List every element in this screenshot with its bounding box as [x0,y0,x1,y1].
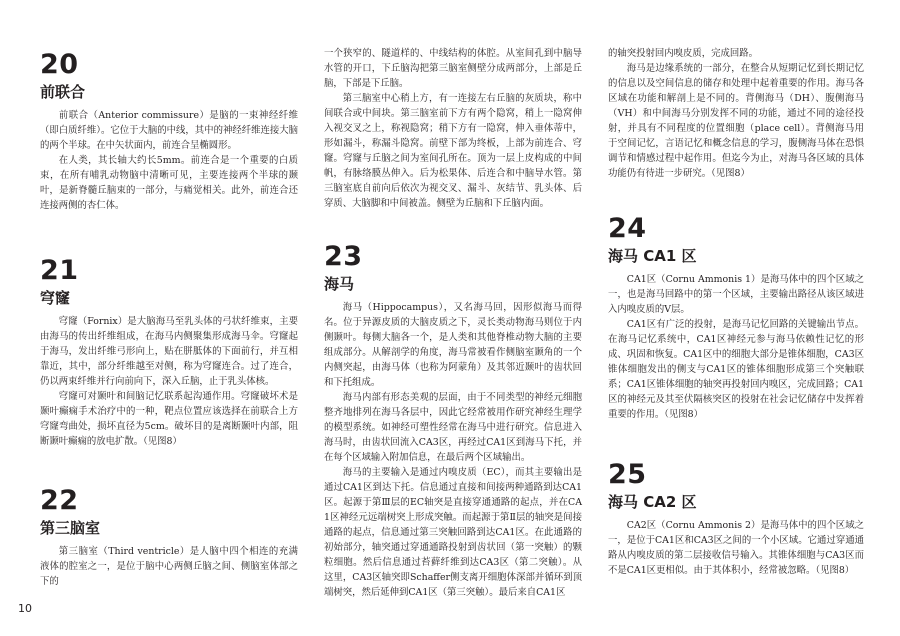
section-25 [608,460,864,578]
paragraph: CA1区有广泛的投射，是海马记忆回路的关键输出节点。在海马记忆系统中，CA1区神经元参与海马依赖性记忆的形成、巩固和恢复。CA1区中的细胞大部分是锥体细胞，CA3区锥体细胞发出的侧支与CA1区的锥体细胞形成第三个突触联系；CA1区锥体细胞的轴突再投射回内嗅区，完成回路；CA1区的神经元及其至伏隔核突区的投射在社会记忆储存中发挥着重要的作用。（见图8） [608,319,864,420]
paragraph: 前联合（Anterior commissure）是脑的一束神经纤维（即白质纤维）。它位于大脑的中线，其中的神经纤维连接大脑的两个半球。在中矢状面内，前连合呈椭圆形。 [40,110,298,151]
paragraph: 第三脑室中心稍上方，有一连接左右丘脑的灰质块，称中间联合或中间块。第三脑室前下方有两个隐窝，稍上一隐窝伸入视交叉之上，称视隐窝；稍下方有一隐窝，伸入垂体蒂中，形如漏斗，称漏斗隐窝。前壁下部为终板，上部为前连合、穹窿。穹窿与丘脑之间为室间孔所在。顶为一层上皮构成的中间帆，有脉络膜丛伸入。后为松果体、后连合和中脑导水管。第三脑室底自前向后依次为视交叉、漏斗、灰结节、乳头体、后穿质、大脑脚和中间被盖。侧壁为丘脑和下丘脑内面。 [324,93,582,209]
section-title: 海马 CA1 区 [608,247,697,265]
section-number: 20 [40,49,79,80]
section-title: 第三脑室 [40,519,101,537]
section-number: 21 [40,255,79,286]
paragraph: 的轴突投射回内嗅皮质，完成回路。 [608,48,759,59]
paragraph: 穹窿（Fornix）是大脑海马至乳头体的弓状纤维束，主要由海马的传出纤维组成，在海马内侧聚集形成海马伞。穹窿起于海马，发出纤维弓形向上，贴在胼胝体的下面前行，并互相靠近，其中，部分纤维越至对侧，称为穹窿连合。过了连合，仍以两束纤维并行向前向下，深入丘脑，止于乳头体核。 [40,316,298,387]
section-number: 23 [324,241,363,272]
paragraph: CA2区（Cornu Ammonis 2）是海马体中的四个区域之一，是位于CA1区和CA3区之间的一个小区域。它通过穿通通路从内嗅皮质的第二层接收信号输入。其锥体细胞与CA3区而不是CA1区更相似。由于其体积小，经常被忽略。（见图8） [608,520,864,576]
section-title: 穹窿 [40,289,71,307]
section-22 [40,486,298,589]
section-title: 前联合 [40,83,86,101]
paragraph: 海马是边缘系统的一部分，在整合从短期记忆到长期记忆的信息以及空间信息的储存和处理中起着重要的作用。海马各区域在功能和解剖上是不同的。背侧海马（DH）、腹侧海马（VH）和中间海马分别发挥不同的功能，通过不同的途径投射，并具有不同程度的位置细胞（place cell）。背侧海马用于空间记忆，言语记忆和概念信息的学习，腹侧海马体在恐惧调节和情感过程中起作用。但迄今为止，对海马各区域的具体功能仍有待进一步研究。（见图8） [608,63,864,179]
paragraph: 海马（Hippocampus），又名海马回，因形似海马而得名。位于异源皮质的大脑皮质之下，灵长类动物海马则位于内侧颞叶。每侧大脑各一个，是人类和其他脊椎动物大脑的主要组成部分。从解剖学的角度，海马常被看作侧脑室颞角的一个内侧突起，由海马体（也称为阿蒙角）及其邻近颞叶的齿状回和下托组成。 [324,302,582,388]
section-number: 25 [608,459,647,490]
paragraph: 穹窿可对颞叶和间脑记忆联系起沟通作用。穹窿破坏术是颞叶癫痫手术治疗中的一种，靶点位置应该选择在前联合上方穹窿弯曲处，损坏直径为5cm。破坏目的是离断颞叶内部，阻断颞叶癫痫的放电扩散。（见图8） [40,391,298,447]
section-title: 海马 CA2 区 [608,493,697,511]
section-23 [324,242,582,600]
section-21 [40,256,298,449]
section-24 [608,214,864,422]
section-number: 24 [608,213,647,244]
section-number: 22 [40,485,79,516]
paragraph: 海马内部有形态美观的层面，由于不同类型的神经元细胞整齐地排列在海马各层中，因此它经常被用作研究神经生理学的模型系统。如神经可塑性经常在海马中进行研究。信息进入海马时，由齿状回流入CA3区，再经过CA1区到海马下托，并在每个区域输入附加信息，在最后两个区域输出。 [324,392,582,463]
section-22-continued [324,46,582,211]
section-title: 海马 [324,275,355,293]
paragraph: CA1区（Cornu Ammonis 1）是海马体中的四个区域之一，也是海马回路中的第一个区域，主要输出路径从该区域进入内嗅皮质的V层。 [608,274,864,315]
paragraph: 在人类，其长轴大约长5mm。前连合是一个重要的白质束，在所有哺乳动物脑中清晰可见，主要连接两个半球的颞叶，是新脊髓丘脑束的一部分，与痛觉相关。此外，前连合还连接两侧的杏仁体。 [40,155,298,211]
section-23-continued [608,46,864,181]
page-number: 10 [18,602,32,615]
section-20 [40,50,298,213]
paragraph: 海马的主要输入是通过内嗅皮质（EC），而其主要输出是通过CA1区到达下托。信息通过直接和间接两种通路到达CA1区。起源于第Ⅲ层的EC轴突是直接穿通通路的起点，并在CA1区神经元远端树突上形成突触。而起源于第Ⅱ层的轴突是间接通路的起点，信息通过第三突触回路到达CA1区。在此通路的初始部分，轴突通过穿通通路投射到齿状回（第一突触）的颗粒细胞。然后信息通过苔藓纤维到达CA3区（第二突触）。从这里，CA3区轴突即Schaffer侧支离开细胞体深部并循环到顶端树突，然后延伸到CA1区（第三突触）。最后来自CA1区 [324,467,582,598]
paragraph: 一个狭窄的、隧道样的、中线结构的体腔。从室间孔到中脑导水管的开口，下丘脑沟把第三脑室侧壁分成两部分，上部是丘脑，下部是下丘脑。 [324,48,582,89]
paragraph: 第三脑室（Third ventricle）是人脑中四个相连的充满液体的腔室之一，是位于脑中心两侧丘脑之间、侧脑室体部之下的 [40,546,298,587]
